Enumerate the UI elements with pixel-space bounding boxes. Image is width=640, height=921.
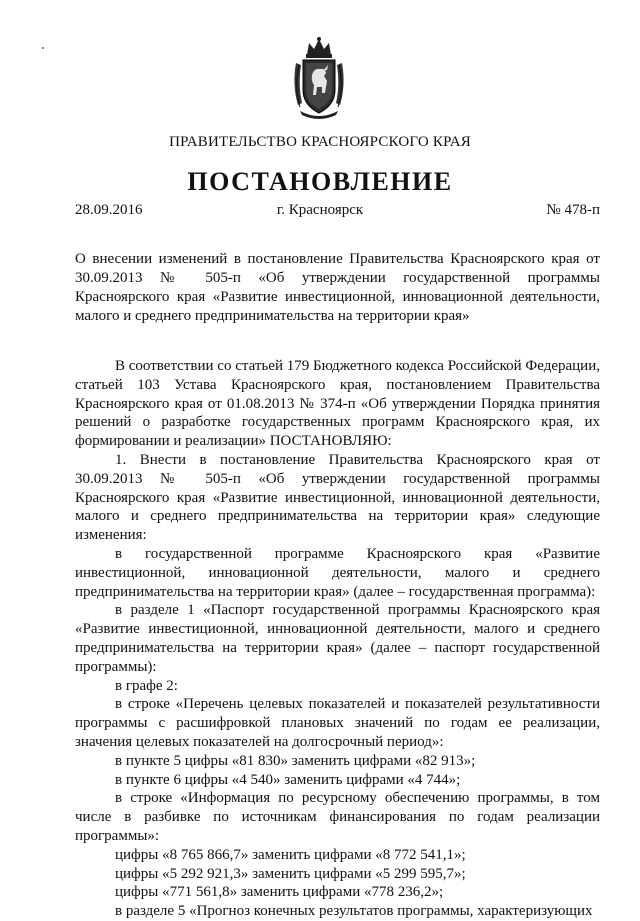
paragraph: в строке «Перечень целевых показателей и показателей результативности программы с расшифровкой плановых значений по годам ее реализации, значения целевых показателей на долгосрочный период»:	[75, 696, 600, 750]
document-city: г. Красноярск	[276, 202, 364, 218]
organization-name: ПРАВИТЕЛЬСТВО КРАСНОЯРСКОГО КРАЯ	[169, 134, 471, 150]
document-body	[75, 357, 600, 921]
paragraph: в строке «Информация по ресурсному обеспечению программы, в том числе в разбивке по источникам финансирования по годам реализации программы»:	[75, 790, 600, 844]
document-date: 28.09.2016	[75, 202, 143, 218]
scan-speck	[42, 47, 44, 49]
paragraph: 1. Внести в постановление Правительства Красноярского края от 30.09.2013 № 505-п «Об утверждении государственной программы Красноярского края «Развитие инвестиционной, инновационной деятельности, малого и среднего предпринимательства на территории края» следующие изменения:	[75, 451, 600, 544]
paragraph: в разделе 5 «Прогноз конечных результатов программы, характеризующих	[115, 903, 593, 920]
document-number: № 478-п	[546, 202, 600, 218]
paragraph: цифры «8 765 866,7» заменить цифрами «8 772 541,1»;	[115, 846, 466, 863]
paragraph: в пункте 5 цифры «81 830» заменить цифрами «82 913»;	[115, 752, 476, 769]
paragraph: цифры «5 292 921,3» заменить цифрами «5 299 595,7»;	[115, 865, 466, 882]
document-type: ПОСТАНОВЛЕНИЕ	[187, 167, 453, 196]
paragraph: в разделе 1 «Паспорт государственной программы Красноярского края «Развитие инвестиционной, инновационной деятельности, малого и среднего предпринимательства на территории края» (далее – паспорт государственной программы):	[75, 602, 600, 675]
document-title: О внесении изменений в постановление Правительства Красноярского края от 30.09.2013 № 505-п «Об утверждении государственной программы Красноярского края «Развитие инвестиционной, инновационной деятельности, малого и среднего предпринимательства на территории края»	[75, 251, 600, 324]
paragraph: в государственной программе Красноярского края «Развитие инвестиционной, инновационной деятельности, малого и среднего предпринимательства на территории края» (далее – государственная программа):	[75, 545, 600, 600]
paragraph: цифры «771 561,8» заменить цифрами «778 236,2»;	[115, 884, 444, 901]
coat-of-arms-icon	[290, 35, 348, 121]
paragraph: В соответствии со статьей 179 Бюджетного кодекса Российской Федерации, статьей 103 Устава Красноярского края, постановлением Правительства Красноярского края от 01.08.2013 № 374-п «Об утверждении Порядка принятия решений о разработке государственных программ Красноярского края, их формировании и реализации» ПОСТАНОВЛЯЮ:	[75, 358, 600, 450]
paragraph: в графе 2:	[115, 677, 178, 694]
paragraph: в пункте 6 цифры «4 540» заменить цифрами «4 744»;	[115, 771, 461, 788]
